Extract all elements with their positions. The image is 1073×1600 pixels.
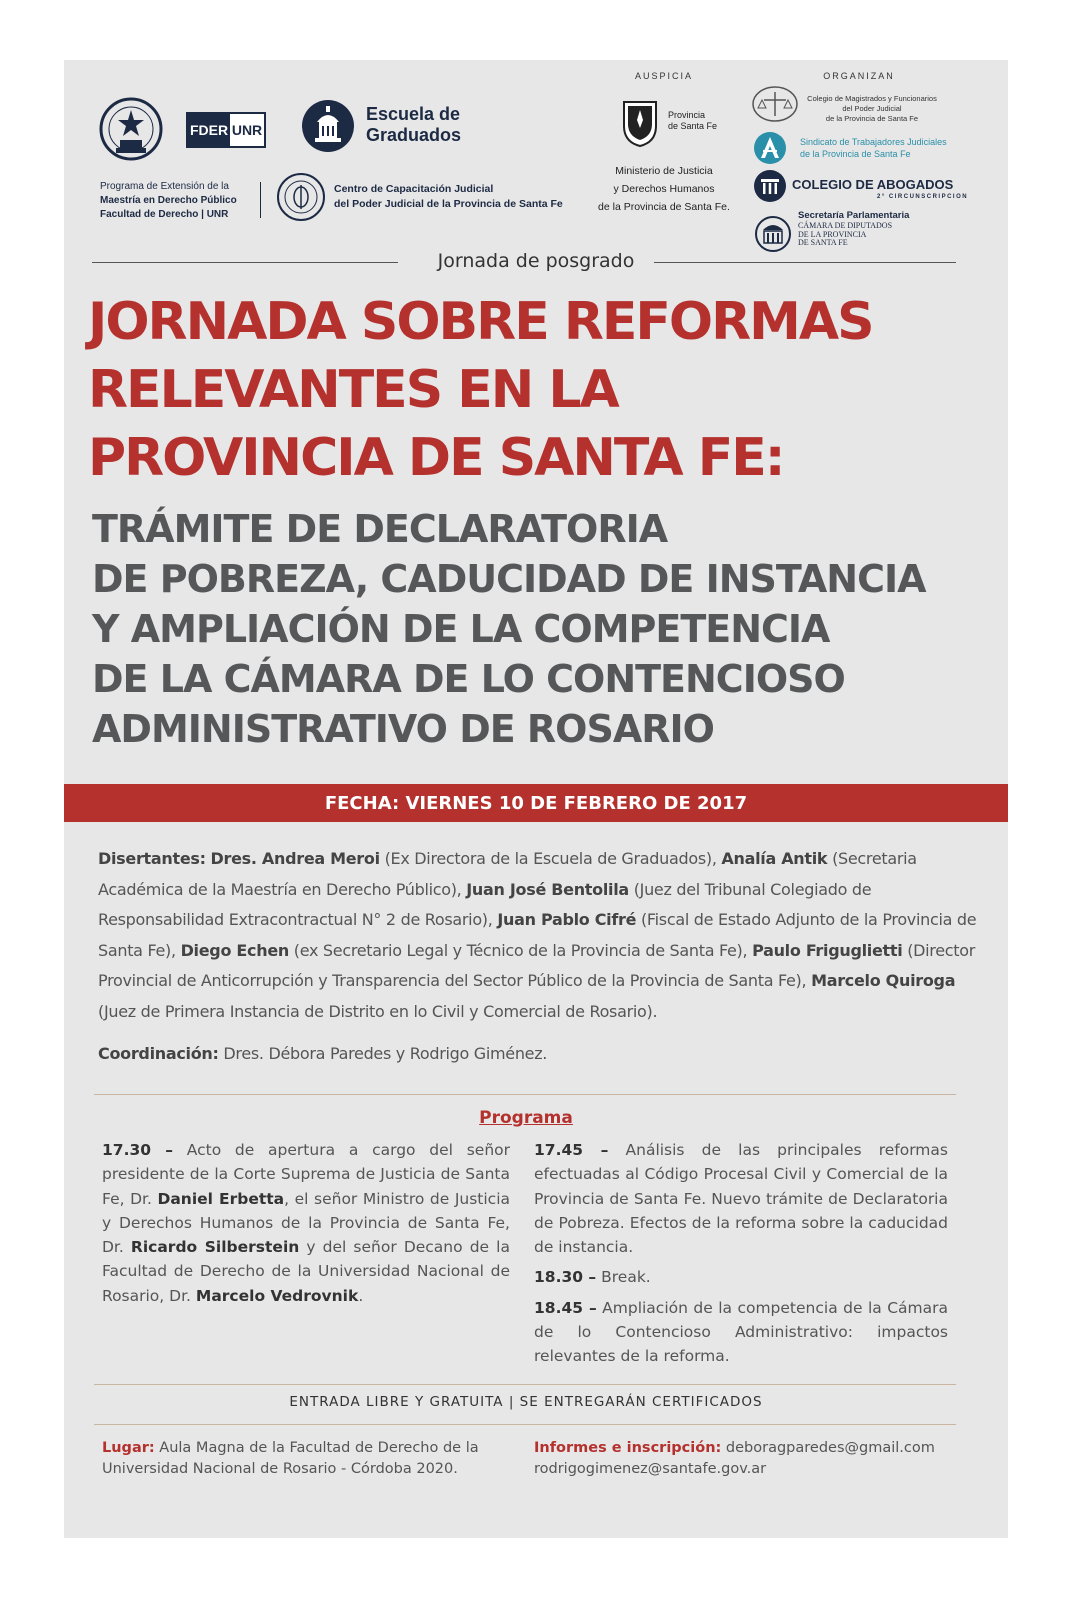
provincia-line1: Provincia (668, 110, 706, 120)
subtitle (92, 504, 992, 754)
speaker-name: Analía Antik (721, 849, 828, 868)
escuela-graduados-icon (302, 100, 354, 152)
camara-line1: CÁMARA DE DIPUTADOS (798, 221, 893, 230)
schedule-text: y del señor Decano de la Facultad de Derecho de la Universidad Nacional de Rosario, Dr. (102, 1238, 510, 1305)
ccj-line2: del Poder Judicial de la Provincia de Santa Fe (334, 198, 563, 210)
ministerio-line2: y Derechos Humanos (613, 183, 715, 195)
schedule-time: 17.30 – (102, 1141, 173, 1159)
programa-line2: Maestría en Derecho Público (100, 195, 237, 206)
provincia-santa-fe-seal-icon (620, 98, 660, 148)
camara-line2: DE LA PROVINCIA (798, 229, 867, 239)
organizan-label: ORGANIZAN (823, 71, 895, 81)
schedule-person: Ricardo Silberstein (130, 1238, 300, 1257)
disertantes-paragraph (98, 844, 978, 1027)
divider (94, 1384, 956, 1385)
jornada-label: Jornada de posgrado (420, 250, 653, 272)
header-divider (260, 182, 261, 218)
schedule-time: 18.45 – (534, 1298, 597, 1317)
speaker-name: Juan Pablo Cifré (497, 910, 637, 929)
programa-column-left (102, 1138, 510, 1314)
speaker-role: (Juez de Primera Instancia de Distrito en lo Civil y Comercial de Rosario). (98, 1001, 658, 1021)
subtitle-line5: ADMINISTRATIVO DE ROSARIO (92, 707, 714, 751)
coordinacion-text: Dres. Débora Paredes y Rodrigo Giménez. (223, 1044, 548, 1063)
colegio-magistrados-text (802, 94, 942, 124)
speaker-role: (ex Secretario Legal y Técnico de la Provincia de Santa Fe), (293, 940, 748, 960)
colegio-abogados-sub: 2° CIRCUNSCRIPCION (877, 194, 969, 200)
schedule-person: Daniel Erbetta (157, 1189, 285, 1208)
camara-line3: DE SANTA FE (798, 238, 848, 247)
divider (94, 1424, 956, 1425)
speaker-name: Juan José Bentolila (466, 879, 629, 899)
main-title-line1: JORNADA SOBRE REFORMAS (88, 292, 873, 352)
lugar-text: Aula Magna de la Facultad de Derecho de la Universidad Nacional de Rosario - Córdoba 2020. (102, 1440, 479, 1477)
informes-email-2[interactable]: rodrigogimenez@santafe.gov.ar (534, 1461, 767, 1477)
speaker-role: (Director Provincial de Anticorrupción y Transparencia del Sector Público de la Provincia de Santa Fe), (98, 940, 976, 990)
ministerio-text (589, 162, 739, 216)
entrada-notice: ENTRADA LIBRE Y GRATUITA | SE ENTREGARÁN CERTIFICADOS (289, 1394, 763, 1410)
colegio-abogados-name: COLEGIO DE ABOGADOS (792, 177, 954, 192)
subtitle-line4: DE LA CÁMARA DE LO CONTENCIOSO (92, 657, 845, 701)
coordinacion-label: Coordinación: (98, 1044, 219, 1063)
fder-unr-logo (186, 112, 266, 148)
schedule-item (534, 1265, 948, 1289)
jornada-heading (64, 250, 1008, 272)
programa-extension-text (100, 180, 237, 222)
ministerio-line3: de la Provincia de Santa Fe. (598, 201, 730, 213)
colmag-line2: del Poder Judicial (842, 104, 902, 113)
schedule-time: 17.45 – (534, 1141, 609, 1159)
informes-info (534, 1438, 964, 1480)
speaker-name: Dres. Andrea Meroi (210, 849, 380, 868)
fecha-banner (64, 784, 1008, 822)
provincia-santa-fe-text (668, 110, 717, 132)
colmag-line3: de la Provincia de Santa Fe (825, 114, 919, 123)
schedule-text: Ampliación de la competencia de la Cámara de lo Contencioso Administrativo: impactos relevantes de la reforma. (534, 1298, 948, 1366)
coordinacion-paragraph (98, 1044, 978, 1063)
sindicato-line2: de la Provincia de Santa Fe (800, 149, 911, 159)
informes-email-1[interactable]: deboragparedes@gmail.com (725, 1440, 935, 1456)
colegio-abogados-icon (754, 170, 786, 202)
unr-seal-logo (98, 96, 164, 164)
poster (64, 60, 1008, 1538)
lugar-info (102, 1438, 522, 1480)
ccj-line1: Centro de Capacitación Judicial (334, 183, 494, 195)
camara-diputados-building-icon (754, 216, 792, 252)
schedule-item (534, 1296, 948, 1369)
schedule-text: Acto de apertura a cargo del señor presidente de la Corte Suprema de Justicia de Santa Fe, Dr. (102, 1141, 510, 1208)
schedule-time: 18.30 – (534, 1268, 597, 1287)
programa-heading: Programa (479, 1108, 573, 1128)
main-title-line3: PROVINCIA DE SANTA FE: (88, 428, 784, 488)
schedule-person: Marcelo Vedrovnik (195, 1286, 359, 1305)
speaker-name: Diego Echen (180, 940, 289, 960)
programa-column-right (534, 1138, 948, 1375)
lugar-label: Lugar: (102, 1440, 155, 1456)
secretaria-parlamentaria: Secretaría Parlamentaria (798, 210, 910, 221)
sindicato-judiciales-icon (754, 132, 786, 164)
sindicato-line1: Sindicato de Trabajadores Judiciales (800, 137, 947, 147)
colmag-line1: Colegio de Magistrados y Funcionarios (807, 94, 937, 103)
informes-label: Informes e inscripción: (534, 1440, 722, 1456)
auspicia-label: AUSPICIA (634, 71, 693, 81)
ccj-name (334, 182, 563, 212)
programa-line3: Facultad de Derecho | UNR (100, 209, 229, 220)
colegio-magistrados-seal-icon (750, 84, 800, 124)
unr-logo-text: UNR (230, 114, 264, 146)
schedule-text: . (358, 1286, 364, 1305)
schedule-text: , el señor Ministro de Justicia y Derechos Humanos de la Provincia de Santa Fe, Dr. (102, 1189, 510, 1257)
fder-logo-text: FDER (189, 122, 229, 138)
escuela-line2: Graduados (366, 125, 462, 145)
subtitle-line3: Y AMPLIACIÓN DE LA COMPETENCIA (92, 607, 830, 651)
speaker-name: Marcelo Quiroga (811, 971, 956, 990)
speaker-role: (Secretaria Académica de la Maestría en Derecho Público), (98, 849, 917, 899)
sindicato-text (800, 136, 947, 160)
schedule-text: Análisis de las principales reformas efectuadas al Código Procesal Civil y Comercial de la Provincia de Santa Fe. Nuevo trámite de Declaratoria de Pobreza. Efectos de la reforma sobre la caducidad de instancia. (534, 1141, 948, 1257)
escuela-graduados-name (366, 104, 461, 146)
speaker-name: Paulo Friguglietti (752, 940, 903, 960)
schedule-item (102, 1138, 510, 1308)
schedule-text: Break. (601, 1268, 651, 1287)
schedule-item (534, 1138, 948, 1259)
speaker-role: (Fiscal de Estado Adjunto de la Provincia de Santa Fe), (98, 910, 977, 960)
ministerio-line1: Ministerio de Justicia (615, 165, 713, 177)
disertantes-label: Disertantes: (98, 849, 206, 868)
main-title-line2: RELEVANTES EN LA (88, 360, 618, 420)
subtitle-line1: TRÁMITE DE DECLARATORIA (92, 507, 668, 551)
programa-line1: Programa de Extensión de la (100, 181, 229, 192)
main-title (88, 288, 998, 492)
divider (94, 1094, 956, 1095)
escuela-line1: Escuela de (366, 104, 461, 124)
ccj-seal-logo (276, 172, 326, 222)
fecha-text: FECHA: VIERNES 10 DE FEBRERO DE 2017 (324, 792, 748, 814)
provincia-line2: de Santa Fe (668, 121, 718, 131)
subtitle-line2: DE POBREZA, CADUCIDAD DE INSTANCIA (92, 557, 926, 601)
speaker-role: (Ex Directora de la Escuela de Graduados), (384, 849, 717, 868)
speaker-role: (Juez del Tribunal Colegiado de Responsabilidad Extracontractual N° 2 de Rosario), (98, 879, 872, 929)
camara-diputados-text (798, 222, 892, 248)
